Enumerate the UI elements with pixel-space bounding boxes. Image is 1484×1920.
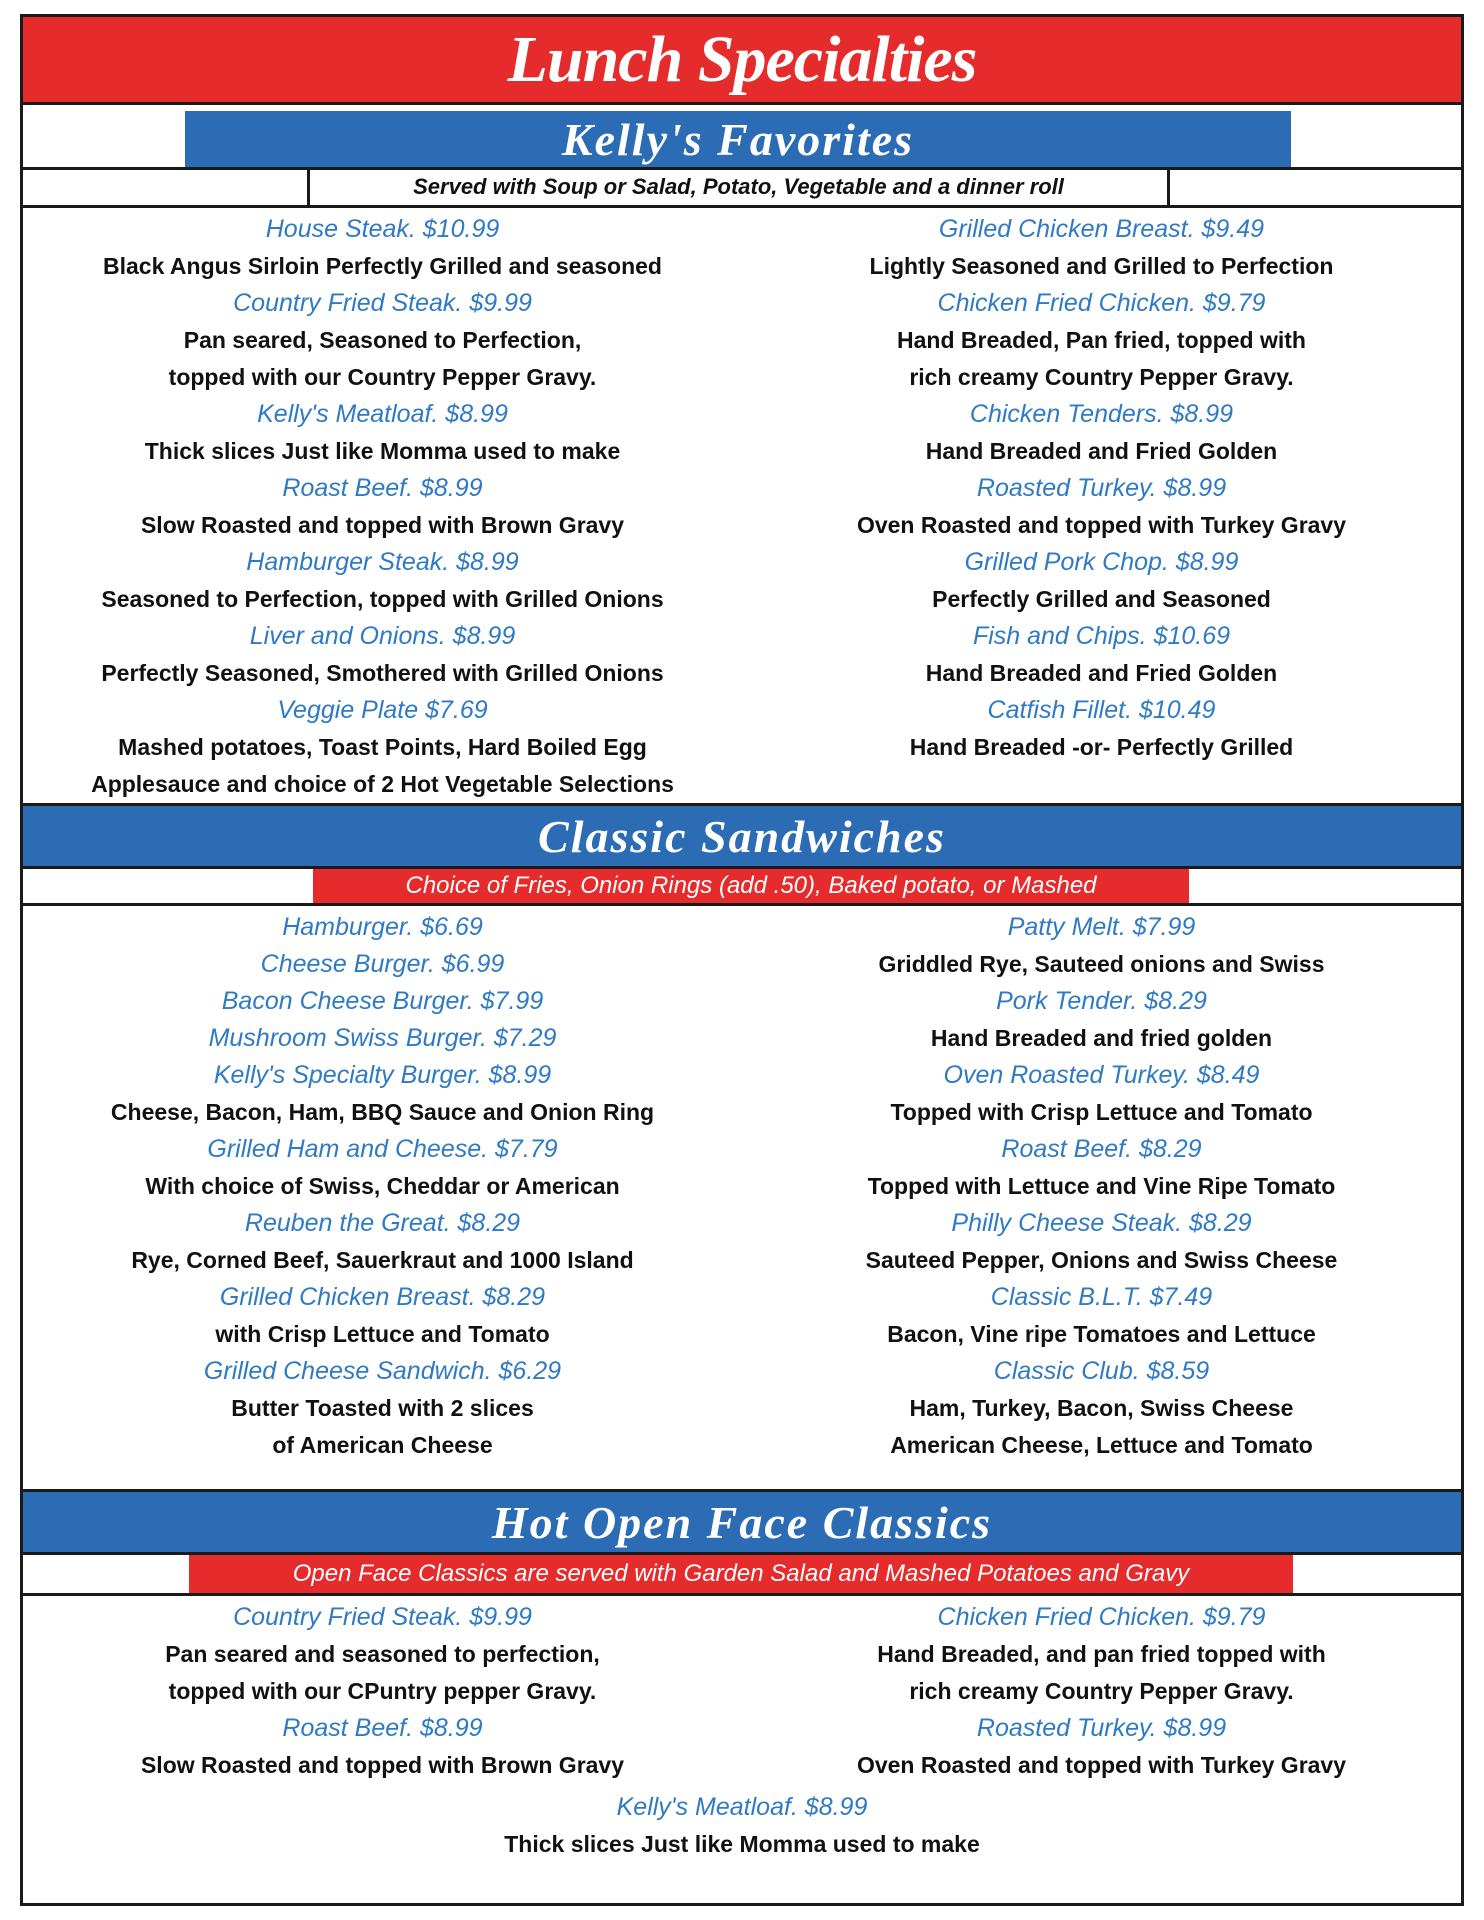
menu-item-name: Catfish Fillet. $10.49 bbox=[987, 696, 1216, 724]
menu-item bbox=[742, 909, 1461, 983]
menu-item-name: Kelly's Meatloaf. $8.99 bbox=[616, 1793, 868, 1821]
menu-item-description: Topped with Crisp Lettuce and Tomato bbox=[890, 1099, 1313, 1125]
menu-item-description: Perfectly Seasoned, Smothered with Grilled Onions bbox=[101, 660, 664, 686]
menu-item bbox=[23, 544, 742, 618]
openface-center-item bbox=[23, 1789, 1461, 1863]
menu-item-name: Roast Beef. $8.99 bbox=[282, 1714, 483, 1742]
menu-item-description: with Crisp Lettuce and Tomato bbox=[215, 1321, 550, 1347]
openface-heading: Hot Open Face Classics bbox=[491, 1496, 993, 1548]
menu-item-name: Veggie Plate $7.69 bbox=[277, 696, 488, 724]
menu-item-description: topped with our CPuntry pepper Gravy. bbox=[168, 1678, 597, 1704]
menu-item-name: Liver and Onions. $8.99 bbox=[249, 622, 516, 650]
menu-item bbox=[742, 618, 1461, 692]
openface-right-column bbox=[742, 1599, 1461, 1784]
menu-item bbox=[742, 544, 1461, 618]
menu-item-description: American Cheese, Lettuce and Tomato bbox=[890, 1432, 1313, 1458]
menu-item-name: Roast Beef. $8.29 bbox=[1001, 1135, 1202, 1163]
openface-note: Open Face Classics are served with Garden Salad and Mashed Potatoes and Gravy bbox=[189, 1555, 1293, 1593]
menu-item-description: Slow Roasted and topped with Brown Gravy bbox=[140, 512, 625, 538]
menu-item bbox=[23, 1131, 742, 1205]
menu-item-description: Seasoned to Perfection, topped with Grilled Onions bbox=[101, 586, 664, 612]
menu-title-bar bbox=[23, 17, 1461, 105]
menu-item-description: With choice of Swiss, Cheddar or American bbox=[145, 1173, 620, 1199]
menu-item bbox=[23, 1020, 742, 1057]
menu-item-description: Oven Roasted and topped with Turkey Gravy bbox=[856, 1752, 1347, 1778]
menu-item bbox=[742, 1205, 1461, 1279]
menu-item-name: Reuben the Great. $8.29 bbox=[244, 1209, 521, 1237]
menu-item-name: Classic Club. $8.59 bbox=[993, 1357, 1210, 1385]
menu-item bbox=[742, 1057, 1461, 1131]
menu-item-name: House Steak. $10.99 bbox=[265, 215, 500, 243]
menu-item-description: Cheese, Bacon, Ham, BBQ Sauce and Onion Ring bbox=[110, 1099, 655, 1125]
openface-heading-band bbox=[23, 1492, 1461, 1552]
menu-item bbox=[742, 396, 1461, 470]
menu-item bbox=[23, 1599, 742, 1710]
menu-item-name: Patty Melt. $7.99 bbox=[1007, 913, 1196, 941]
sandwiches-note: Choice of Fries, Onion Rings (add .50), Baked potato, or Mashed bbox=[313, 869, 1189, 903]
menu-item bbox=[23, 211, 742, 285]
menu-item bbox=[742, 1599, 1461, 1710]
menu-item bbox=[23, 1789, 1461, 1863]
menu-item-description: Pan seared, Seasoned to Perfection, bbox=[183, 327, 582, 353]
sandwiches-left-column bbox=[23, 909, 742, 1464]
menu-item-description: Perfectly Grilled and Seasoned bbox=[932, 586, 1271, 612]
menu-item bbox=[23, 470, 742, 544]
menu-item-name: Chicken Fried Chicken. $9.79 bbox=[937, 1603, 1266, 1631]
menu-item-description: Sauteed Pepper, Onions and Swiss Cheese bbox=[865, 1247, 1338, 1273]
menu-item-name: Mushroom Swiss Burger. $7.29 bbox=[208, 1024, 557, 1052]
openface-left-column bbox=[23, 1599, 742, 1784]
menu-item-description: Thick slices Just like Momma used to make bbox=[504, 1831, 980, 1857]
menu-item bbox=[23, 909, 742, 946]
menu-item-description: Topped with Lettuce and Vine Ripe Tomato bbox=[867, 1173, 1336, 1199]
menu-item-description: Thick slices Just like Momma used to make bbox=[144, 438, 621, 464]
menu-title: Lunch Specialties bbox=[507, 22, 977, 96]
favorites-heading-band bbox=[185, 111, 1291, 167]
menu-item-name: Roasted Turkey. $8.99 bbox=[976, 1714, 1227, 1742]
menu-item bbox=[23, 1279, 742, 1353]
menu-item-description: Slow Roasted and topped with Brown Gravy bbox=[140, 1752, 625, 1778]
favorites-heading: Kelly's Favorites bbox=[561, 113, 915, 165]
menu-item-description: Hand Breaded and Fried Golden bbox=[925, 660, 1278, 686]
menu-item-name: Chicken Fried Chicken. $9.79 bbox=[937, 289, 1266, 317]
menu-item bbox=[23, 1353, 742, 1464]
menu-item bbox=[23, 396, 742, 470]
menu-item bbox=[23, 946, 742, 983]
menu-item-name: Pork Tender. $8.29 bbox=[996, 987, 1207, 1015]
menu-item-description: Griddled Rye, Sauteed onions and Swiss bbox=[878, 951, 1325, 977]
menu-item bbox=[23, 1057, 742, 1131]
menu-item-name: Country Fried Steak. $9.99 bbox=[233, 1603, 532, 1631]
menu-item bbox=[742, 470, 1461, 544]
menu-item-description: Ham, Turkey, Bacon, Swiss Cheese bbox=[909, 1395, 1294, 1421]
menu-item-description: Hand Breaded -or- Perfectly Grilled bbox=[909, 734, 1294, 760]
menu-item-description: Rye, Corned Beef, Sauerkraut and 1000 Island bbox=[131, 1247, 634, 1273]
sandwiches-heading: Classic Sandwiches bbox=[538, 810, 946, 862]
menu-item bbox=[23, 285, 742, 396]
menu-item bbox=[742, 1279, 1461, 1353]
sandwiches-right-column bbox=[742, 909, 1461, 1464]
divider bbox=[23, 903, 1461, 906]
menu-item-name: Oven Roasted Turkey. $8.49 bbox=[943, 1061, 1260, 1089]
menu-item-name: Philly Cheese Steak. $8.29 bbox=[951, 1209, 1252, 1237]
menu-item-name: Classic B.L.T. $7.49 bbox=[990, 1283, 1213, 1311]
menu-item bbox=[742, 1131, 1461, 1205]
menu-item-name: Chicken Tenders. $8.99 bbox=[969, 400, 1234, 428]
menu-item bbox=[23, 983, 742, 1020]
favorites-left-column bbox=[23, 211, 742, 803]
menu-item-name: Grilled Chicken Breast. $9.49 bbox=[938, 215, 1265, 243]
menu-item-description: Lightly Seasoned and Grilled to Perfection bbox=[869, 253, 1334, 279]
menu-item-description: Hand Breaded and Fried Golden bbox=[925, 438, 1278, 464]
menu-item-name: Hamburger Steak. $8.99 bbox=[246, 548, 519, 576]
menu-item bbox=[742, 692, 1461, 766]
sandwiches-heading-band bbox=[23, 806, 1461, 866]
menu-item bbox=[23, 1205, 742, 1279]
menu-item bbox=[23, 618, 742, 692]
menu-item-name: Kelly's Specialty Burger. $8.99 bbox=[213, 1061, 552, 1089]
menu-item-description: Bacon, Vine ripe Tomatoes and Lettuce bbox=[887, 1321, 1316, 1347]
menu-item-description: Applesauce and choice of 2 Hot Vegetable Selections bbox=[91, 771, 674, 797]
menu-item-description: Mashed potatoes, Toast Points, Hard Boiled Egg bbox=[118, 734, 647, 760]
menu-item-name: Grilled Cheese Sandwich. $6.29 bbox=[203, 1357, 562, 1385]
menu-item bbox=[23, 1710, 742, 1784]
menu-item bbox=[23, 692, 742, 803]
menu-item-description: Hand Breaded, and pan fried topped with bbox=[877, 1641, 1326, 1667]
menu-item-name: Kelly's Meatloaf. $8.99 bbox=[257, 400, 508, 428]
menu-item-name: Hamburger. $6.69 bbox=[282, 913, 483, 941]
menu-item bbox=[742, 1353, 1461, 1464]
menu-item-name: Fish and Chips. $10.69 bbox=[972, 622, 1231, 650]
menu-item-name: Roast Beef. $8.99 bbox=[282, 474, 483, 502]
menu-item-description: of American Cheese bbox=[272, 1432, 493, 1458]
menu-item-name: Bacon Cheese Burger. $7.99 bbox=[221, 987, 544, 1015]
menu-item-name: Roasted Turkey. $8.99 bbox=[976, 474, 1227, 502]
menu-item-description: Hand Breaded, Pan fried, topped with bbox=[897, 327, 1306, 353]
menu-item-name: Country Fried Steak. $9.99 bbox=[233, 289, 532, 317]
menu-item bbox=[742, 983, 1461, 1057]
menu-item-description: topped with our Country Pepper Gravy. bbox=[168, 364, 597, 390]
menu-item-description: Hand Breaded and fried golden bbox=[930, 1025, 1273, 1051]
menu-item-description: rich creamy Country Pepper Gravy. bbox=[909, 1678, 1294, 1704]
menu-item bbox=[742, 285, 1461, 396]
favorites-note: Served with Soup or Salad, Potato, Vegetable and a dinner roll bbox=[413, 174, 1064, 199]
menu-item-description: Pan seared and seasoned to perfection, bbox=[165, 1641, 600, 1667]
menu-item bbox=[742, 211, 1461, 285]
menu-item-description: rich creamy Country Pepper Gravy. bbox=[909, 364, 1294, 390]
favorites-right-column bbox=[742, 211, 1461, 766]
menu-frame bbox=[20, 14, 1464, 1906]
menu-item-description: Oven Roasted and topped with Turkey Gravy bbox=[856, 512, 1347, 538]
menu-item-name: Cheese Burger. $6.99 bbox=[260, 950, 505, 978]
menu-item-name: Grilled Chicken Breast. $8.29 bbox=[219, 1283, 546, 1311]
divider bbox=[23, 1593, 1461, 1596]
divider bbox=[1167, 167, 1170, 207]
divider bbox=[23, 205, 1461, 208]
menu-item-name: Grilled Pork Chop. $8.99 bbox=[964, 548, 1239, 576]
menu-item-name: Grilled Ham and Cheese. $7.79 bbox=[207, 1135, 558, 1163]
menu-item-description: Butter Toasted with 2 slices bbox=[231, 1395, 534, 1421]
menu-item-description: Black Angus Sirloin Perfectly Grilled and seasoned bbox=[103, 253, 662, 279]
menu-item bbox=[742, 1710, 1461, 1784]
